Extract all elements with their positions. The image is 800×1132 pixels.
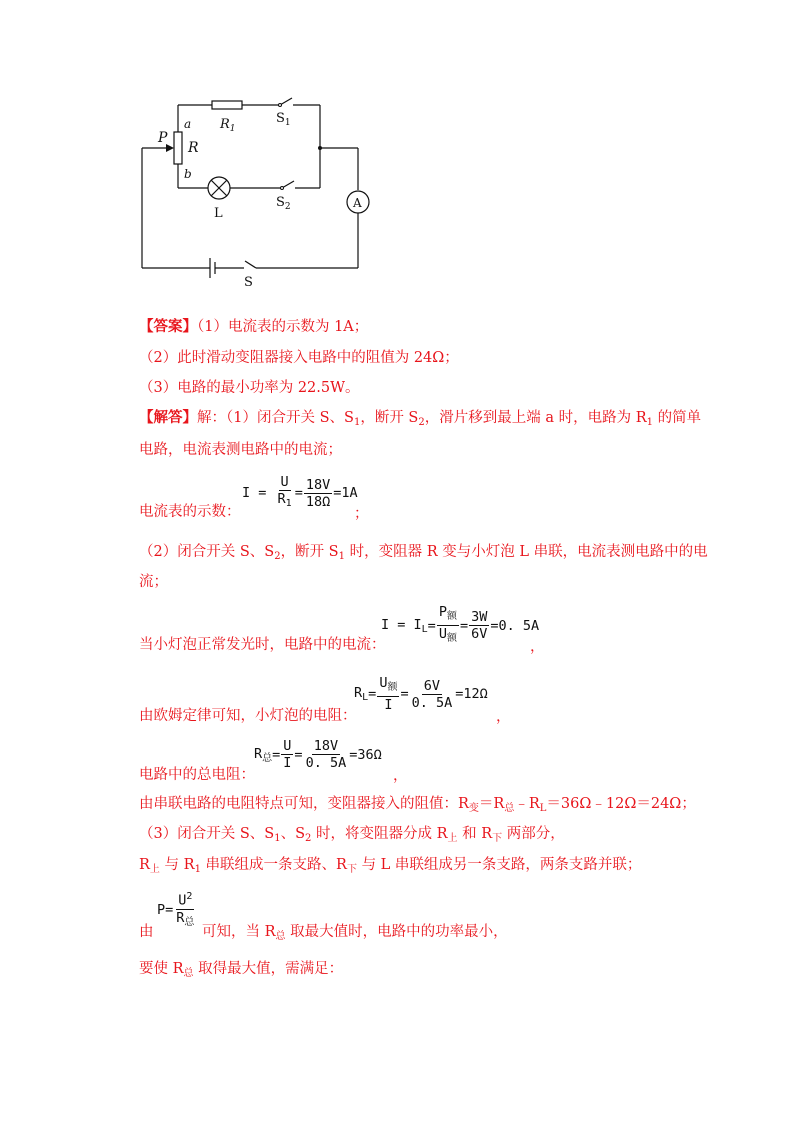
- total-resistance-line: 电路中的总电阻：: [139, 767, 255, 783]
- rheostat-r: [174, 132, 182, 164]
- label-s1: $S_1$: [276, 111, 291, 128]
- total-resistance-tail: ，: [393, 768, 408, 784]
- label-s: S: [244, 275, 253, 290]
- label-p: P: [158, 130, 168, 146]
- formula-ammeter: I = $\frac{U}{R_1}$ = $\frac{18V}{18\Omega}$ =1A: [242, 474, 358, 510]
- formula-lamp-resistance: $R_L=$ $\frac{U_额}{I}$ = $\frac{6V}{0. 5A}$ =12Ω: [354, 675, 488, 713]
- label-a: a: [184, 117, 192, 131]
- solution-line-series: 由串联电路的电阻特点可知，变阻器接入的阻值：$R_变=R_总﹣R_L=36\Omega﹣12\Omega=24\Omega$；: [139, 796, 696, 814]
- solution-tag: 【解答】: [139, 409, 197, 426]
- ammeter-tail: ；: [354, 506, 369, 522]
- power-line-rest: 可知，当 $R_总$ 取最大值时，电路中的功率最小，: [202, 924, 508, 942]
- solution-line-part3: （3）闭合开关 S、$S_1$、$S_2$ 时，将变阻器分成 $R_上$ 和 $R_下$ 两部分，: [139, 826, 565, 844]
- answer-line-1: 【答案】（1）电流表的示数为 1A；: [139, 318, 369, 335]
- lamp-current-line: 当小灯泡正常发光时，电路中的电流：: [139, 637, 386, 653]
- solution-line-4: 流；: [139, 574, 168, 590]
- solution-line-2: 电路，电流表测电路中的电流；: [139, 442, 342, 458]
- circuit-diagram: [130, 90, 380, 290]
- label-b: b: [184, 167, 192, 181]
- solution-line-1: 【解答】解：（1）闭合开关 S、$S_1$，断开 $S_2$，滑片移到最上端 a 时，电路为 $R_1$ 的简单: [139, 409, 702, 428]
- formula-total-resistance: $R_总=$ $\frac{U}{I}$ = $\frac{18V}{0. 5A}$ =36Ω: [254, 738, 382, 771]
- label-s2: $S_2$: [276, 195, 291, 212]
- resistor-r1: [212, 101, 242, 109]
- answer-line-2: （2）此时滑动变阻器接入电路中的阻值为 24Ω；: [139, 350, 459, 366]
- label-r: R: [188, 140, 199, 156]
- label-r1: $R_1$: [220, 117, 236, 134]
- solution-line-3: （2）闭合开关 S、$S_2$，断开 $S_1$ 时，变阻器 R 变与小灯泡 L 串联，电流表测电路中的电: [139, 544, 708, 562]
- solution-last-line: 要使 $R_总$ 取得最大值，需满足：: [139, 961, 344, 979]
- lamp-current-tail: ，: [530, 639, 545, 655]
- answer-line-3: （3）电路的最小功率为 22.5W。: [139, 380, 360, 396]
- label-l: L: [214, 206, 223, 221]
- ammeter-reading-line: 电流表的示数：: [139, 504, 241, 520]
- label-ammeter: A: [353, 196, 362, 210]
- power-line: 由: [139, 924, 154, 940]
- lamp-resistance-line: 由欧姆定律可知，小灯泡的电阻：: [139, 708, 357, 724]
- answer-tag: 【答案】: [139, 318, 197, 335]
- solution-line-branches: $R_上$ 与 $R_1$ 串联组成一条支路、$R_下$ 与 L 串联组成另一条支路，两条支路并联；: [139, 857, 642, 875]
- formula-lamp-current: $I = I_L=$ $\frac{P_额}{U_额}$ = $\frac{3W}{6V}$ =0. 5A: [381, 604, 540, 644]
- formula-power: P= $\frac{U^2}{R_总}$: [157, 891, 195, 928]
- lamp-resistance-tail: ，: [496, 709, 511, 725]
